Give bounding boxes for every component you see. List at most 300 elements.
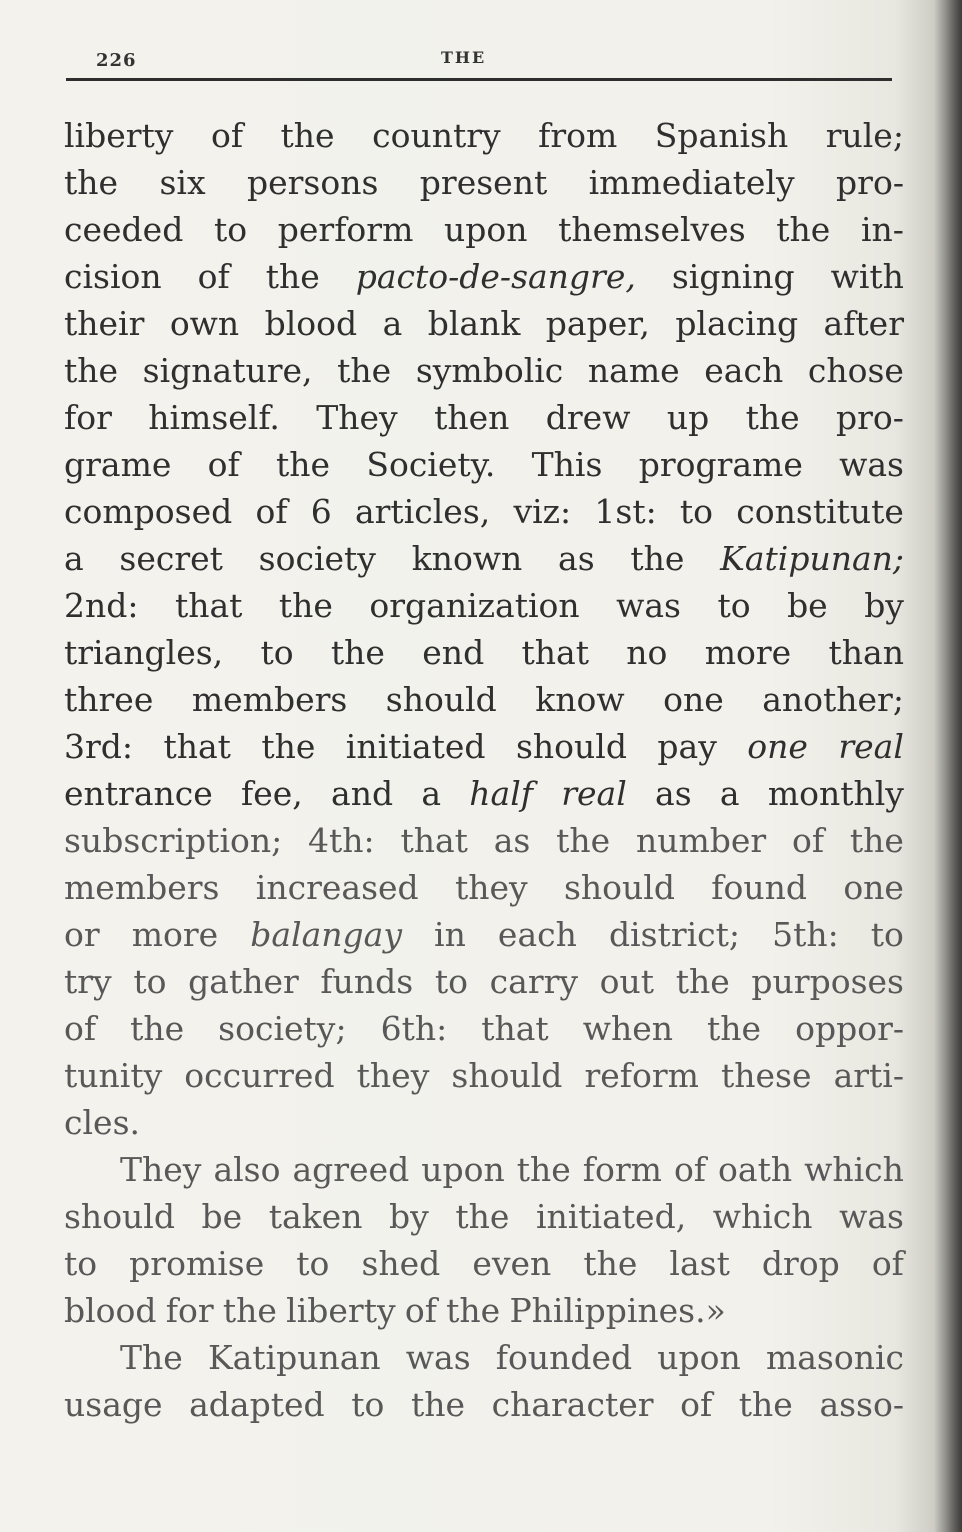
word-part: of	[792, 821, 825, 860]
word	[320, 958, 413, 1005]
word	[372, 112, 501, 159]
word-part: which	[712, 1197, 813, 1236]
word-part: 4th:	[308, 821, 375, 860]
word	[609, 911, 740, 958]
word-part: signing	[671, 257, 795, 296]
word-part: of	[680, 1385, 713, 1424]
word	[281, 112, 335, 159]
word	[120, 1146, 201, 1193]
word-part: the	[707, 1009, 762, 1048]
word	[119, 535, 223, 582]
word	[455, 1193, 509, 1240]
word-part: 6th:	[380, 1009, 448, 1048]
word-part: composed	[64, 492, 233, 531]
word-part: themselves	[558, 210, 746, 249]
word	[838, 723, 904, 770]
word	[133, 958, 166, 1005]
text-line	[64, 911, 904, 958]
word-part: agreed	[292, 1150, 410, 1189]
word	[296, 1240, 329, 1287]
word-part: to	[213, 210, 248, 249]
word	[143, 347, 313, 394]
word	[266, 253, 320, 300]
word-part: asso-	[819, 1385, 904, 1424]
word	[490, 958, 578, 1005]
word-part: was	[616, 586, 681, 625]
word-part: the	[130, 1009, 185, 1048]
word	[356, 253, 636, 300]
word	[259, 535, 376, 582]
word-part: symbolic	[415, 351, 564, 390]
word-part: from	[538, 116, 618, 155]
word	[64, 1193, 175, 1240]
word	[422, 629, 484, 676]
word-part: or	[64, 915, 100, 954]
word	[331, 770, 393, 817]
word-part: these	[720, 1056, 812, 1095]
text-line	[64, 1193, 904, 1240]
word-part: a	[64, 539, 84, 578]
word-part: number	[635, 821, 767, 860]
word	[351, 1381, 384, 1428]
word	[247, 159, 378, 206]
word	[717, 582, 750, 629]
text-line	[64, 112, 904, 159]
word	[546, 300, 650, 347]
header-rule	[66, 78, 892, 81]
word-part: adapted	[189, 1385, 325, 1424]
word-part: 6	[310, 492, 332, 531]
word	[669, 1240, 729, 1287]
word-part: out	[599, 962, 655, 1001]
word-part: the	[337, 351, 392, 390]
italic-term: real	[561, 774, 627, 813]
word	[804, 1146, 904, 1193]
word-part: that	[163, 727, 231, 766]
text-line	[64, 1240, 904, 1287]
word-part: by	[864, 586, 904, 625]
word	[202, 1193, 243, 1240]
word-part: articles,	[354, 492, 491, 531]
word	[675, 300, 798, 347]
word-part: liberty	[286, 1291, 396, 1330]
word-part: for	[165, 1291, 214, 1330]
word-part: pro-	[836, 398, 904, 437]
word	[64, 770, 213, 817]
word	[163, 723, 230, 770]
word	[223, 1287, 277, 1334]
word-part: as	[655, 774, 692, 813]
word	[707, 1005, 761, 1052]
word	[657, 723, 716, 770]
word-part: entrance	[64, 774, 213, 813]
word	[269, 1193, 363, 1240]
word	[64, 817, 282, 864]
word	[256, 864, 419, 911]
word-part: to	[434, 962, 468, 1001]
word	[589, 159, 795, 206]
word-part: a	[421, 774, 442, 813]
word-part: the	[410, 1385, 466, 1424]
word-part: the	[280, 116, 335, 155]
text-line	[64, 1334, 904, 1381]
word-part: country	[372, 116, 501, 155]
word	[64, 676, 153, 723]
word-part: try	[64, 962, 112, 1001]
word-part: found	[711, 868, 807, 907]
word-part: the	[455, 1197, 510, 1236]
word	[421, 1146, 505, 1193]
word-part: himself.	[148, 398, 280, 437]
word	[366, 441, 495, 488]
word-part: which	[804, 1150, 904, 1189]
word	[64, 535, 84, 582]
word-part: arti-	[833, 1056, 904, 1095]
word	[64, 441, 171, 488]
word-part: The	[120, 1338, 183, 1377]
word-part: viz:	[513, 492, 572, 531]
word	[834, 1052, 904, 1099]
word-part: monthly	[767, 774, 904, 813]
word-part: the	[776, 210, 831, 249]
word	[255, 488, 287, 535]
word-part: initiated,	[535, 1197, 687, 1236]
word	[159, 159, 205, 206]
word-part: should	[515, 727, 627, 766]
word-part: ceeded	[64, 210, 184, 249]
word-part: blood	[264, 304, 358, 343]
running-head: THE	[441, 48, 487, 67]
body-text	[64, 112, 904, 1428]
word	[864, 582, 904, 629]
word-part: drop	[761, 1244, 840, 1283]
word	[751, 958, 904, 1005]
word-part: to	[64, 1244, 98, 1283]
word	[130, 1005, 184, 1052]
word-part: Spanish	[654, 116, 789, 155]
word-part: Katipunan	[207, 1338, 381, 1377]
word	[564, 864, 675, 911]
page-header	[66, 44, 892, 94]
word	[667, 394, 709, 441]
word	[265, 300, 358, 347]
word	[556, 817, 610, 864]
word-part: cision	[64, 257, 162, 296]
word	[64, 629, 223, 676]
word	[680, 488, 713, 535]
word-part: subscription;	[64, 821, 283, 860]
word	[768, 770, 904, 817]
word-part: promise	[129, 1244, 265, 1283]
word	[674, 1146, 706, 1193]
text-line	[64, 676, 904, 723]
word-part: tunity	[64, 1056, 163, 1095]
word	[416, 347, 563, 394]
word-part: that	[481, 1009, 549, 1048]
italic-term: balangay	[250, 915, 402, 954]
word	[64, 347, 118, 394]
word-part: carry	[489, 962, 579, 1001]
word-part: by	[389, 1197, 429, 1236]
word-part: usage	[64, 1385, 163, 1424]
word	[746, 394, 800, 441]
word-part: after	[823, 304, 904, 343]
word-part: should	[64, 1197, 175, 1236]
word-part: secret	[119, 539, 223, 578]
word-part: programe	[638, 445, 803, 484]
word	[120, 1334, 183, 1381]
word-part: 5th:	[772, 915, 839, 954]
word	[64, 206, 183, 253]
word	[494, 817, 531, 864]
text-line	[64, 206, 904, 253]
word-part: 3rd:	[64, 727, 134, 766]
word-part: name	[587, 351, 680, 390]
word-part: district;	[608, 915, 741, 954]
word-part: up	[666, 398, 710, 437]
word-part: that	[174, 586, 243, 625]
word	[772, 911, 839, 958]
text-line	[64, 347, 904, 394]
word	[406, 1334, 471, 1381]
word	[64, 864, 219, 911]
word-part: a	[719, 774, 740, 813]
text-line	[64, 488, 904, 535]
word	[64, 1381, 163, 1428]
word-part: the	[738, 1385, 793, 1424]
word	[616, 582, 681, 629]
word-part: upon	[657, 1338, 741, 1377]
word-part: one	[843, 868, 904, 907]
word-part: character	[491, 1385, 654, 1424]
word-part: last	[669, 1244, 730, 1283]
word	[720, 535, 904, 582]
word	[720, 770, 740, 817]
word	[434, 394, 509, 441]
word	[64, 1052, 162, 1099]
word	[64, 1099, 140, 1146]
word-part: was	[839, 1197, 904, 1236]
word-part: constitute	[736, 492, 904, 531]
italic-term: one	[747, 727, 808, 766]
word	[583, 1005, 673, 1052]
word-part: initiated	[345, 727, 486, 766]
word-part: drew	[545, 398, 631, 437]
word	[481, 1005, 548, 1052]
word	[405, 1287, 437, 1334]
word	[361, 1240, 440, 1287]
word	[64, 112, 173, 159]
word	[663, 676, 724, 723]
word-part: the	[583, 1244, 638, 1283]
word	[198, 253, 230, 300]
word-part: 1st:	[594, 492, 657, 531]
word	[509, 1287, 725, 1334]
word-part: blood	[64, 1291, 157, 1330]
word	[600, 958, 654, 1005]
word-part: was	[839, 445, 904, 484]
word-part: of	[404, 1291, 437, 1330]
text-line	[64, 1099, 904, 1146]
word-part: grame	[64, 445, 172, 484]
word	[558, 206, 745, 253]
word	[819, 1381, 904, 1428]
word-part: as	[558, 539, 595, 578]
word	[455, 864, 528, 911]
word-part: occurred	[184, 1056, 335, 1095]
word	[260, 629, 293, 676]
word	[831, 253, 904, 300]
word	[428, 300, 521, 347]
word	[469, 770, 533, 817]
word-part: present	[419, 163, 548, 202]
word	[517, 1146, 571, 1193]
word	[747, 723, 808, 770]
word	[241, 770, 303, 817]
word	[64, 958, 112, 1005]
word-part: when	[582, 1009, 673, 1048]
word-part: the	[261, 727, 316, 766]
word	[286, 1287, 395, 1334]
text-line	[64, 817, 904, 864]
italic-term: pacto-de-sangre,	[355, 257, 636, 296]
word-part: as	[493, 821, 531, 860]
word-part: to	[260, 633, 294, 672]
word	[536, 1193, 686, 1240]
word-part: oppor-	[795, 1009, 904, 1048]
word	[444, 206, 528, 253]
word	[630, 535, 684, 582]
word	[412, 535, 523, 582]
word	[850, 817, 904, 864]
word	[792, 817, 824, 864]
word	[64, 582, 139, 629]
word-part: in	[434, 915, 466, 954]
word	[498, 911, 577, 958]
text-line	[64, 535, 904, 582]
word	[561, 770, 627, 817]
word-part: oath	[718, 1150, 793, 1189]
book-spine-shadow	[934, 0, 962, 1532]
word-part: the	[276, 445, 331, 484]
word-part: cles.	[64, 1103, 140, 1142]
word-part: the	[278, 586, 333, 625]
word-part: own	[169, 304, 240, 343]
word	[657, 1334, 741, 1381]
word-part: society	[258, 539, 376, 578]
word	[492, 1381, 654, 1428]
word-part: the	[265, 257, 320, 296]
word	[516, 723, 627, 770]
word	[383, 300, 403, 347]
word	[705, 629, 791, 676]
word-part: perform	[277, 210, 414, 249]
word	[381, 1005, 448, 1052]
word-part: of	[255, 492, 288, 531]
italic-term: half	[469, 774, 533, 813]
word	[276, 441, 330, 488]
word	[261, 723, 315, 770]
word	[558, 535, 595, 582]
word-part: to	[717, 586, 751, 625]
word-part: form	[582, 1150, 662, 1189]
word-part: of	[210, 116, 244, 155]
word-part: They	[120, 1150, 202, 1189]
word	[594, 488, 656, 535]
word	[532, 441, 603, 488]
word	[64, 1240, 97, 1287]
word	[826, 112, 904, 159]
word-part: the	[849, 821, 904, 860]
italic-term: Katipunan;	[720, 539, 904, 578]
word	[389, 1193, 429, 1240]
word	[337, 347, 391, 394]
word-part: pro-	[836, 163, 904, 202]
word	[636, 817, 766, 864]
word	[535, 676, 624, 723]
text-line	[64, 723, 904, 770]
word-part: shed	[361, 1244, 441, 1283]
word-part: rule;	[825, 116, 904, 155]
word-part: should	[563, 868, 675, 907]
word	[871, 911, 904, 958]
word	[400, 817, 467, 864]
word	[843, 864, 904, 911]
word-part: reform	[584, 1056, 699, 1095]
word	[250, 911, 402, 958]
word-part: placing	[675, 304, 799, 343]
word	[148, 394, 280, 441]
word-part: the	[516, 1150, 571, 1189]
word-part: fee,	[241, 774, 303, 813]
word-part: the	[222, 1291, 277, 1330]
word	[639, 441, 803, 488]
word-part: in-	[861, 210, 904, 249]
word	[331, 629, 385, 676]
word	[420, 159, 547, 206]
word	[824, 300, 904, 347]
word	[718, 1146, 792, 1193]
word	[278, 206, 414, 253]
word-part: more	[704, 633, 792, 672]
word	[279, 582, 333, 629]
word	[421, 770, 441, 817]
word-part: to	[870, 915, 904, 954]
word-part: one	[663, 680, 724, 719]
word	[655, 770, 692, 817]
word-part: each	[497, 915, 577, 954]
word	[721, 1052, 812, 1099]
word-part: of	[197, 257, 230, 296]
text-line	[64, 253, 904, 300]
text-line	[64, 1052, 904, 1099]
word	[292, 1146, 409, 1193]
word	[64, 394, 112, 441]
word-part: organization	[369, 586, 580, 625]
word	[546, 394, 631, 441]
word-part: also	[213, 1150, 281, 1189]
word-part: of	[871, 1244, 904, 1283]
word	[583, 1146, 662, 1193]
word	[739, 1381, 793, 1428]
word	[386, 676, 497, 723]
word-part: be	[787, 586, 828, 625]
word-part: than	[828, 633, 904, 672]
word	[64, 159, 118, 206]
word-part: pay	[657, 727, 717, 766]
word-part: paper,	[545, 304, 650, 343]
text-line	[64, 394, 904, 441]
